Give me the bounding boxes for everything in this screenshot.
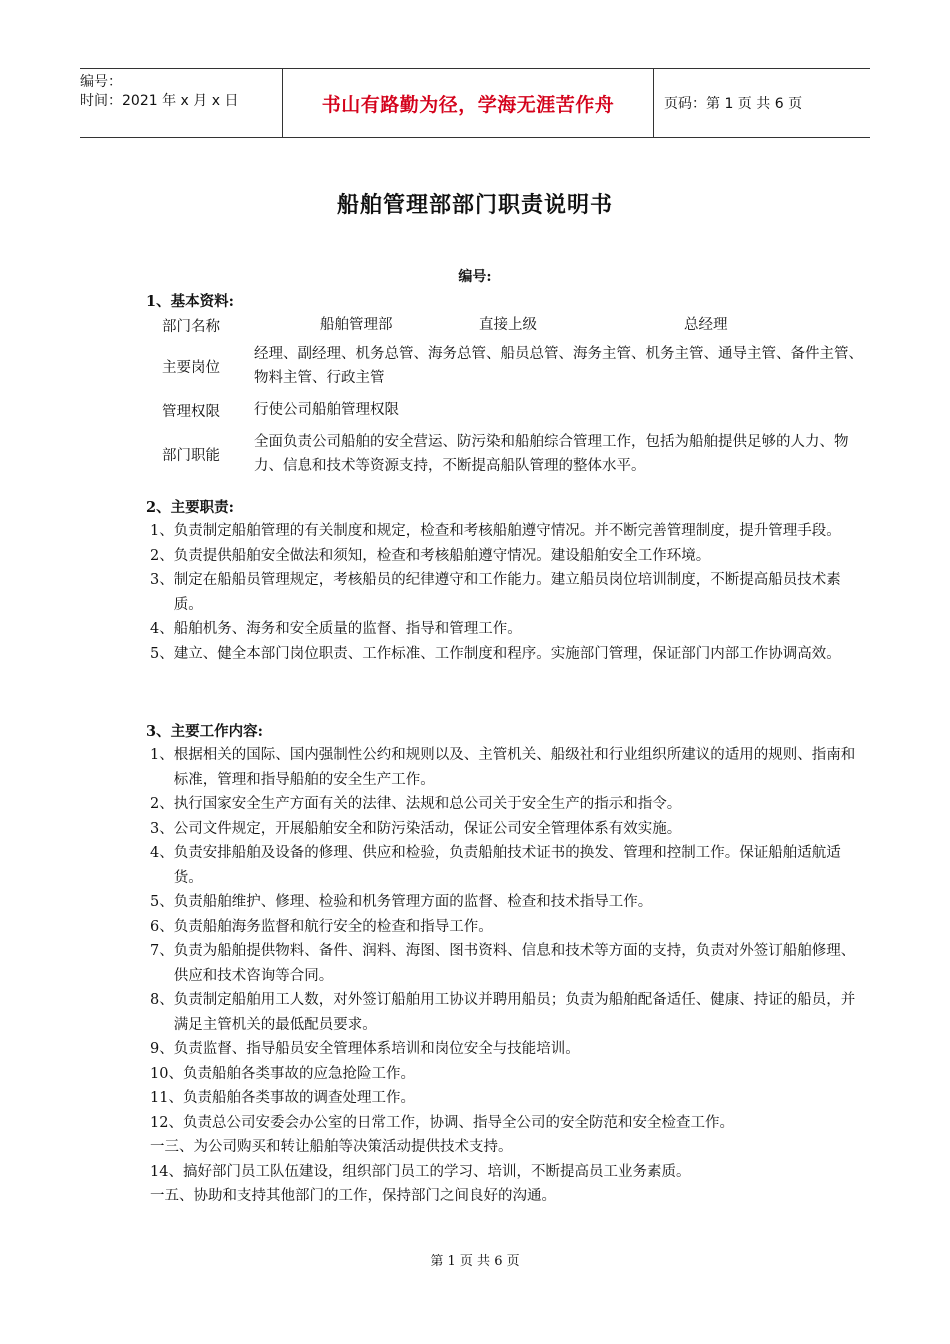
list-item-number: 14、 (150, 1163, 183, 1180)
list-item-number: 1、 (150, 747, 174, 763)
list-item-text: 负责为船舶提供物料、备件、润料、海图、图书资料、信息和技术等方面的支持，负责对外签订船舶修理、供应和技术咨询等合同。 (173, 943, 856, 984)
list-item (150, 1062, 865, 1087)
function-value: 全面负责公司船舶的安全营运、防污染和船舶综合管理工作，包括为船舶提供足够的人力、物力、信息和技术等资源支持，不断提高船队管理的整体水平。 (254, 434, 849, 474)
document-title: 船舶管理部部门职责说明书 (336, 193, 613, 218)
list-item-number: 2、 (150, 547, 174, 564)
list-item-text: 负责提供船舶安全做法和须知，检查和考核船舶遵守情况。建设船舶安全工作环境。 (173, 547, 711, 564)
list-item-text: 负责总公司安委会办公室的日常工作，协调、指导全公司的安全防范和安全检查工作。 (182, 1114, 734, 1131)
posts-value: 经理、副经理、机务总管、海务总管、船员总管、海务主管、机务主管、通导主管、备件主管、物料主管、行政主管 (254, 346, 863, 386)
authority-value: 行使公司船舶管理权限 (254, 402, 399, 418)
superior-label: 直接上级 (479, 317, 537, 333)
list-item-number: 5、 (150, 894, 174, 910)
header-motto: 书山有路勤为径，学海无涯苦作舟 (282, 69, 654, 137)
authority-label: 管理权限 (162, 403, 220, 420)
list-item-number: 10、 (150, 1065, 183, 1082)
list-item-text: 公司文件规定，开展船舶安全和防污染活动，保证公司安全管理体系有效实施。 (173, 820, 682, 837)
header-page-info: 页码：第 1 页 共 6 页 (664, 96, 803, 112)
list-item-number: 11、 (150, 1090, 183, 1106)
list-item (150, 1135, 865, 1160)
list-item-number: 6、 (150, 918, 174, 935)
list-item-number: 一三、 (150, 1139, 194, 1155)
list-item-text: 负责监督、指导船员安全管理体系培训和岗位安全与技能培训。 (173, 1041, 580, 1057)
list-item-text: 负责安排船舶及设备的修理、供应和检验，负责船舶技术证书的换发、管理和控制工作。保证船舶适航适货。 (173, 845, 841, 886)
function-label: 部门职能 (162, 447, 220, 464)
list-item-text: 制定在船船员管理规定，考核船员的纪律遵守和工作能力。建立船员岗位培训制度，不断提高船员技术素质。 (173, 572, 841, 613)
list-item-text: 负责制定船舶用工人数，对外签订船舶用工协议并聘用船员；负责为船舶配备适任、健康、持证的船员，并满足主管机关的最低配员要求。 (173, 992, 856, 1033)
list-item (150, 1160, 865, 1185)
posts-label: 主要岗位 (162, 359, 220, 376)
list-item (150, 988, 865, 1037)
list-item-number: 4、 (150, 845, 174, 861)
list-item-text: 搞好部门员工队伍建设，组织部门员工的学习、培训，不断提高员工业务素质。 (182, 1163, 691, 1180)
list-item-number: 3、 (150, 572, 174, 588)
list-item-text: 为公司购买和转让船舶等决策活动提供技术支持。 (193, 1139, 513, 1155)
header-meta (80, 69, 282, 137)
list-item-text: 负责制定船舶管理的有关制度和规定，检查和考核船舶遵守情况。并不断完善管理制度，提升管理手段。 (173, 523, 841, 539)
list-item-number: 一五、 (150, 1188, 194, 1204)
list-item-text: 建立、健全本部门岗位职责、工作标准、工作制度和程序。实施部门管理，保证部门内部工作协调高效。 (173, 645, 841, 662)
list-item-number: 1、 (150, 523, 174, 539)
list-item (150, 1111, 865, 1136)
list-item (150, 890, 865, 915)
list-item (150, 939, 865, 988)
basic-info-table (162, 312, 872, 480)
section-heading-main-duties: 2、主要职责: (146, 499, 234, 516)
list-item (150, 792, 865, 817)
header-time-label: 时间：2021 年 x 月 x 日 (80, 93, 239, 109)
work-content-list (150, 743, 865, 1209)
section-heading-basic-info: 1、基本资料: (146, 293, 234, 310)
page-header (80, 68, 870, 138)
document-number: 编号: (458, 269, 492, 285)
section-heading-work-content: 3、主要工作内容: (146, 723, 263, 740)
list-item-number: 3、 (150, 820, 174, 837)
list-item (150, 1037, 865, 1062)
list-item-number: 5、 (150, 645, 174, 662)
list-item-text: 协助和支持其他部门的工作，保持部门之间良好的沟通。 (193, 1188, 556, 1204)
superior-value: 总经理 (684, 317, 728, 333)
list-item-text: 负责船舶海务监督和航行安全的检查和指导工作。 (173, 918, 493, 935)
list-item (150, 642, 865, 667)
info-row-function (162, 428, 872, 480)
list-item-number: 12、 (150, 1114, 183, 1131)
list-item (150, 568, 865, 617)
list-item (150, 743, 865, 792)
list-item (150, 617, 865, 642)
list-item (150, 1086, 865, 1111)
list-item (150, 841, 865, 890)
list-item-number: 8、 (150, 992, 174, 1008)
list-item-number: 9、 (150, 1041, 174, 1057)
dept-name-label: 部门名称 (162, 318, 220, 335)
page-footer: 第 1 页 共 6 页 (430, 1254, 520, 1269)
info-row-posts (162, 340, 872, 392)
list-item (150, 519, 865, 544)
info-row-dept-name (162, 312, 872, 338)
list-item-text: 负责船舶各类事故的应急抢险工作。 (182, 1065, 415, 1082)
info-row-authority (162, 396, 872, 424)
list-item-text: 负责船舶维护、修理、检验和机务管理方面的监督、检查和技术指导工作。 (173, 894, 653, 910)
list-item-text: 船舶机务、海务和安全质量的监督、指导和管理工作。 (173, 621, 522, 637)
list-item-text: 根据相关的国际、国内强制性公约和规则以及、主管机关、船级社和行业组织所建议的适用的规则、指南和标准，管理和指导船舶的安全生产工作。 (173, 747, 856, 788)
list-item-number: 4、 (150, 621, 174, 637)
list-item (150, 817, 865, 842)
list-item (150, 544, 865, 569)
list-item-number: 7、 (150, 943, 174, 959)
list-item (150, 915, 865, 940)
list-item (150, 1184, 865, 1209)
header-number-label: 编号： (80, 74, 122, 90)
list-item-text: 负责船舶各类事故的调查处理工作。 (182, 1090, 415, 1106)
list-item-number: 2、 (150, 796, 174, 812)
dept-name-value: 船舶管理部 (320, 317, 393, 333)
list-item-text: 执行国家安全生产方面有关的法律、法规和总公司关于安全生产的指示和指令。 (173, 796, 682, 812)
main-duties-list (150, 519, 865, 666)
